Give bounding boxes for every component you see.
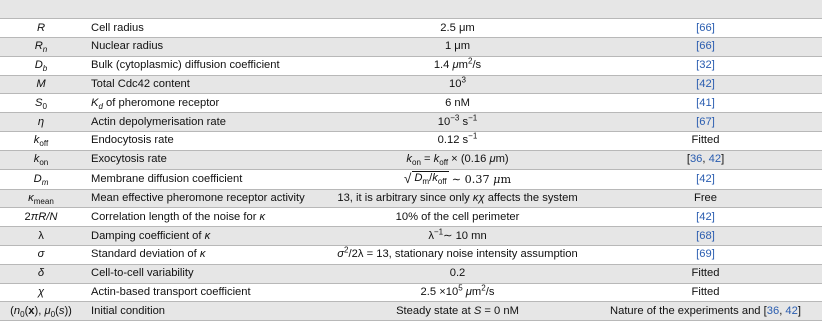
cell-value: 0.2 — [326, 264, 589, 283]
citation-link[interactable]: [67] — [696, 115, 715, 128]
cell-symbol: $R_n$ — [0, 38, 82, 57]
cell-source[interactable] — [589, 75, 822, 94]
cell-description: Actin-based transport coefficient — [82, 283, 326, 302]
table-row — [0, 150, 822, 169]
cell-value: 1 μm — [326, 38, 589, 57]
citation-link[interactable]: [41] — [696, 96, 715, 109]
citation-link[interactable]: [32] — [696, 59, 715, 72]
sqrt-expression: √ $D_m/k_{off}$ — [403, 170, 447, 187]
table-row — [0, 75, 822, 94]
cell-description: Initial condition — [82, 302, 326, 321]
cell-symbol: $D_b$ — [0, 56, 82, 75]
cell-value: √ $D_m/k_{off}$ ∼ 0.37 μm — [326, 169, 589, 189]
table-row — [0, 132, 822, 151]
cell-symbol: $k_{off}$ — [0, 132, 82, 151]
cell-value — [326, 0, 589, 19]
table-row — [0, 94, 822, 113]
cell-symbol: 2πR/N — [0, 208, 82, 227]
citation-link[interactable]: 42 — [785, 304, 798, 317]
cell-value: 6 nM — [326, 94, 589, 113]
cell-description: Exocytosis rate — [82, 150, 326, 169]
citation-link[interactable]: 36 — [689, 153, 703, 166]
citation-link[interactable]: [42] — [696, 172, 715, 185]
cell-value: 1.4 $\mu m^2/s$ — [326, 56, 589, 75]
cell-value: $10^{-3}$ $s^{-1}$ — [326, 113, 589, 132]
cell-source[interactable] — [589, 94, 822, 113]
citation-link[interactable]: 42 — [708, 153, 722, 166]
table-row — [0, 56, 822, 75]
cell-symbol: M — [0, 75, 82, 94]
cell-source[interactable] — [589, 227, 822, 246]
table-row — [0, 113, 822, 132]
cell-description: Correlation length of the noise for κ — [82, 208, 326, 227]
cell-symbol — [0, 0, 82, 19]
cell-symbol: $k_{on}$ — [0, 150, 82, 169]
table-row — [0, 189, 822, 208]
cell-description: Total Cdc42 content — [82, 75, 326, 94]
cell-description: Standard deviation of κ — [82, 246, 326, 265]
cell-symbol: η — [0, 113, 82, 132]
cell-value: 2.5 μm — [326, 19, 589, 38]
citation-link[interactable]: [66] — [696, 21, 715, 34]
cell-value: 0.12 $s^{-1}$ — [326, 132, 589, 151]
cell-description: Damping coefficient of κ — [82, 227, 326, 246]
cell-source: Fitted — [589, 283, 822, 302]
cell-symbol: $D_m$ — [0, 169, 82, 189]
cell-description: $K_d$ of pheromone receptor — [82, 94, 326, 113]
cell-description: Cell radius — [82, 19, 326, 38]
cell-source[interactable] — [589, 38, 822, 57]
cell-source[interactable] — [589, 56, 822, 75]
cell-description: Mean effective pheromone receptor activity — [82, 189, 326, 208]
citation-link[interactable]: [69] — [696, 248, 715, 261]
citation-link[interactable]: [66] — [696, 40, 715, 53]
cell-source[interactable] — [589, 246, 822, 265]
cell-symbol: δ — [0, 264, 82, 283]
cell-symbol: R — [0, 19, 82, 38]
table-row — [0, 19, 822, 38]
cell-value: $\lambda^{-1}\sim$ 10 mn — [326, 227, 589, 246]
table-row — [0, 302, 822, 321]
table-row — [0, 283, 822, 302]
table-row — [0, 246, 822, 265]
citation-link[interactable]: [68] — [696, 229, 715, 242]
cell-description: Actin depolymerisation rate — [82, 113, 326, 132]
cell-description: Bulk (cytoplasmic) diffusion coefficient — [82, 56, 326, 75]
cell-value: Steady state at S = 0 nM — [326, 302, 589, 321]
cell-source — [589, 0, 822, 19]
cell-source[interactable] — [589, 169, 822, 189]
table-row — [0, 227, 822, 246]
citation-link[interactable]: 36 — [766, 304, 780, 317]
cell-value: 10% of the cell perimeter — [326, 208, 589, 227]
cell-source: Fitted — [589, 264, 822, 283]
cell-source[interactable]: [36, 42] — [589, 150, 822, 169]
cell-description: Endocytosis rate — [82, 132, 326, 151]
cell-source[interactable] — [589, 19, 822, 38]
cell-value: $10^3$ — [326, 75, 589, 94]
cell-source: Free — [589, 189, 822, 208]
cell-symbol: λ — [0, 227, 82, 246]
cell-value: 13, it is arbitrary since only κχ affects the system — [326, 189, 589, 208]
table-row — [0, 208, 822, 227]
table-row — [0, 38, 822, 57]
cell-symbol: ($n_0(x)$, $\mu_0(s)$) — [0, 302, 82, 321]
cell-value: $k_{on} = k_{off} \times (0.16$ μm) — [326, 150, 589, 169]
cell-value: $2.5 \times 10^5$ $\mu m^2/s$ — [326, 283, 589, 302]
cell-description: Nuclear radius — [82, 38, 326, 57]
table-row — [0, 169, 822, 189]
cell-description — [82, 0, 326, 19]
cell-source[interactable] — [589, 208, 822, 227]
cell-symbol: χ — [0, 283, 82, 302]
table-row — [0, 0, 822, 19]
citation-link[interactable]: [42] — [696, 210, 715, 223]
cell-symbol: $S_0$ — [0, 94, 82, 113]
cell-source[interactable]: Nature of the experiments and [36, 42] — [589, 302, 822, 321]
cell-source: Fitted — [589, 132, 822, 151]
cell-source[interactable] — [589, 113, 822, 132]
cell-description: Cell-to-cell variability — [82, 264, 326, 283]
cell-value: $\sigma^2/2\lambda = 13$, stationary noise intensity assumption — [326, 246, 589, 265]
cell-symbol: σ — [0, 246, 82, 265]
cell-symbol: $\kappa_{mean}$ — [0, 189, 82, 208]
citation-link[interactable]: [42] — [696, 78, 715, 91]
cell-description: Membrane diffusion coefficient — [82, 169, 326, 189]
table-row — [0, 264, 822, 283]
